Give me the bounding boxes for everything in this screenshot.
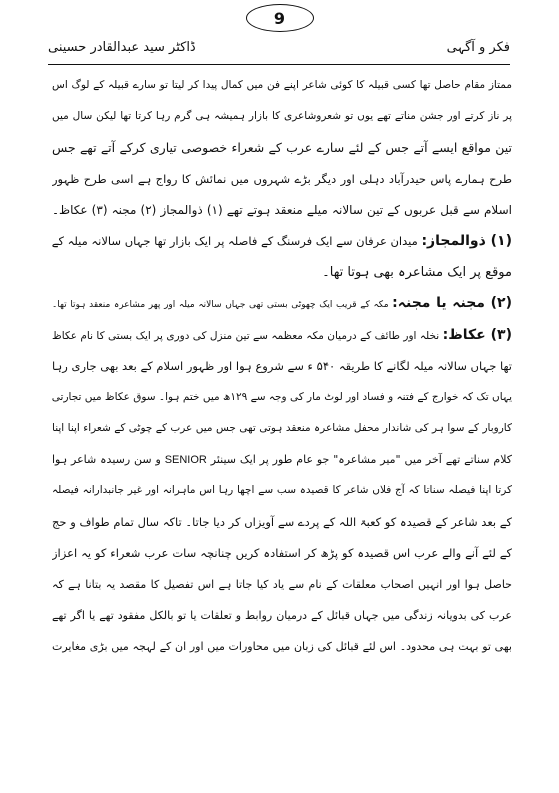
- text-line: اسلام سے قبل عربوں کے تین سالانہ میلے منعقد ہوتے تھے (۱) ذوالمجاز (۲) مجنہ (۳) عکاظ۔: [52, 202, 512, 217]
- item-text: مکہ کے قریب ایک چھوٹی بستی تھی جہاں سالانہ میلہ اور پھر مشاعرہ منعقد ہوتا تھا۔: [52, 300, 389, 311]
- page-header: [48, 30, 510, 65]
- text-line: حاصل ہوا اور انہیں اصحاب معلقات کے نام سے یاد کیا جاتا ہے اس تفصیل کا مقصد یہ بتانا ہے کہ: [52, 578, 512, 591]
- text-line: کے بعد شاعر کے قصیدہ کو کعبۃ اللہ کے پردے سے آویزاں کر دیا جاتا۔ تاکہ سال تمام طواف و حج: [52, 514, 512, 529]
- author-name: ڈاکٹر سید عبدالقادر حسینی: [48, 39, 196, 55]
- body-text: [52, 70, 512, 663]
- text-line: ممتاز مقام حاصل تھا کسی قبیلہ کا کوئی شاعر اپنے فن میں کمال پیدا کر لیتا تو سارے قبیلہ کے لوگ اس: [52, 79, 512, 91]
- item-heading: (۱) ذوالمجاز:: [421, 232, 512, 249]
- list-item-1: [52, 226, 512, 257]
- text-line: پر ناز کرتے اور جشن مناتے تھے یوں تو شعروشاعری کا بازار ہمیشہ ہی گرم رہا کرتا تھا لیکن سال میں: [52, 110, 512, 123]
- text-line: کرتا اپنا فیصلہ سناتا کہ آج فلاں شاعر کا قصیدہ سب سے اچھا رہا اس ماہرانہ اور غیر جانبدارانہ فیصلہ: [52, 484, 512, 497]
- text-segment: و سن رسیدہ شاعر ہوا: [52, 453, 161, 467]
- text-line: عرب کی بدویانہ زندگی میں جہاں قبائل کے درمیان روابط و تعلقات یا تو بالکل مفقود تھے یا اگر تھے: [52, 609, 512, 623]
- item-text: میدان عرفان سے ایک فرسنگ کے فاصلہ پر ایک بازار تھا جہاں سالانہ میلہ کے: [52, 233, 418, 248]
- text-line: کاروبار کے سوا ہر کی شاندار محفل مشاعرہ منعقد ہوتی تھی جس میں عرب کے چوٹی کے شعراء اپنا اپنا: [52, 422, 512, 435]
- book-title: فکر و آگہی: [446, 39, 510, 55]
- senior-line: [52, 444, 512, 475]
- text-line: بھی تو بہت ہی محدود۔ اس لئے قبائل کی زبان میں محاورات میں اور ان کے لہجہ میں بڑی مغایرت: [52, 640, 512, 654]
- text-line: موقع پر ایک مشاعرہ بھی ہوتا تھا۔: [322, 265, 512, 281]
- text-line: تھا جہاں سالانہ میلہ لگانے کا طریقہ ۵۴۰ ء سے شروع ہوا اور ظہور اسلام کے بعد بھی جاری رہا: [52, 358, 512, 373]
- text-line: تین مواقع ایسے آتے جس کے لئے سارے عرب کے شعراء خصوصی تیاری کرکے آتے تھے جس: [52, 140, 512, 156]
- text-line: یہاں تک کہ خوارج کے فتنہ و فساد اور لوٹ مار کی وجہ سے ۱۲۹ھ میں ختم ہوا۔ سوق عکاظ میں تجارتی: [52, 390, 512, 403]
- list-item-2: [52, 288, 512, 319]
- text-segment: کلام سناتے تھے آخر میں "میر مشاعرہ" جو عام طور پر ایک سینئر: [210, 453, 512, 467]
- text-line: طرح ہمارے پاس حیدرآباد دہلی اور دیگر بڑے شہروں میں نمائش کا رواج ہے اسی طرح ظہور: [52, 171, 512, 186]
- page-number: 9: [246, 4, 314, 32]
- list-item-3: [52, 320, 512, 351]
- item-heading: (۳) عکاظ:: [442, 326, 512, 343]
- senior-word: SENIOR: [164, 454, 207, 467]
- item-text: نخلہ اور طائف کے درمیان مکہ معظمہ سے تین منزل کی دوری پر ایک بستی کا نام عکاظ: [52, 329, 440, 342]
- item-heading: (۲) مجنہ یا مجنہ:: [392, 295, 512, 312]
- text-line: کے لئے آنے والے عرب اس قصیدہ کو پڑھ کر استفادہ کریں چنانچہ سات عرب شعراء کو یہ اعزاز: [52, 545, 512, 560]
